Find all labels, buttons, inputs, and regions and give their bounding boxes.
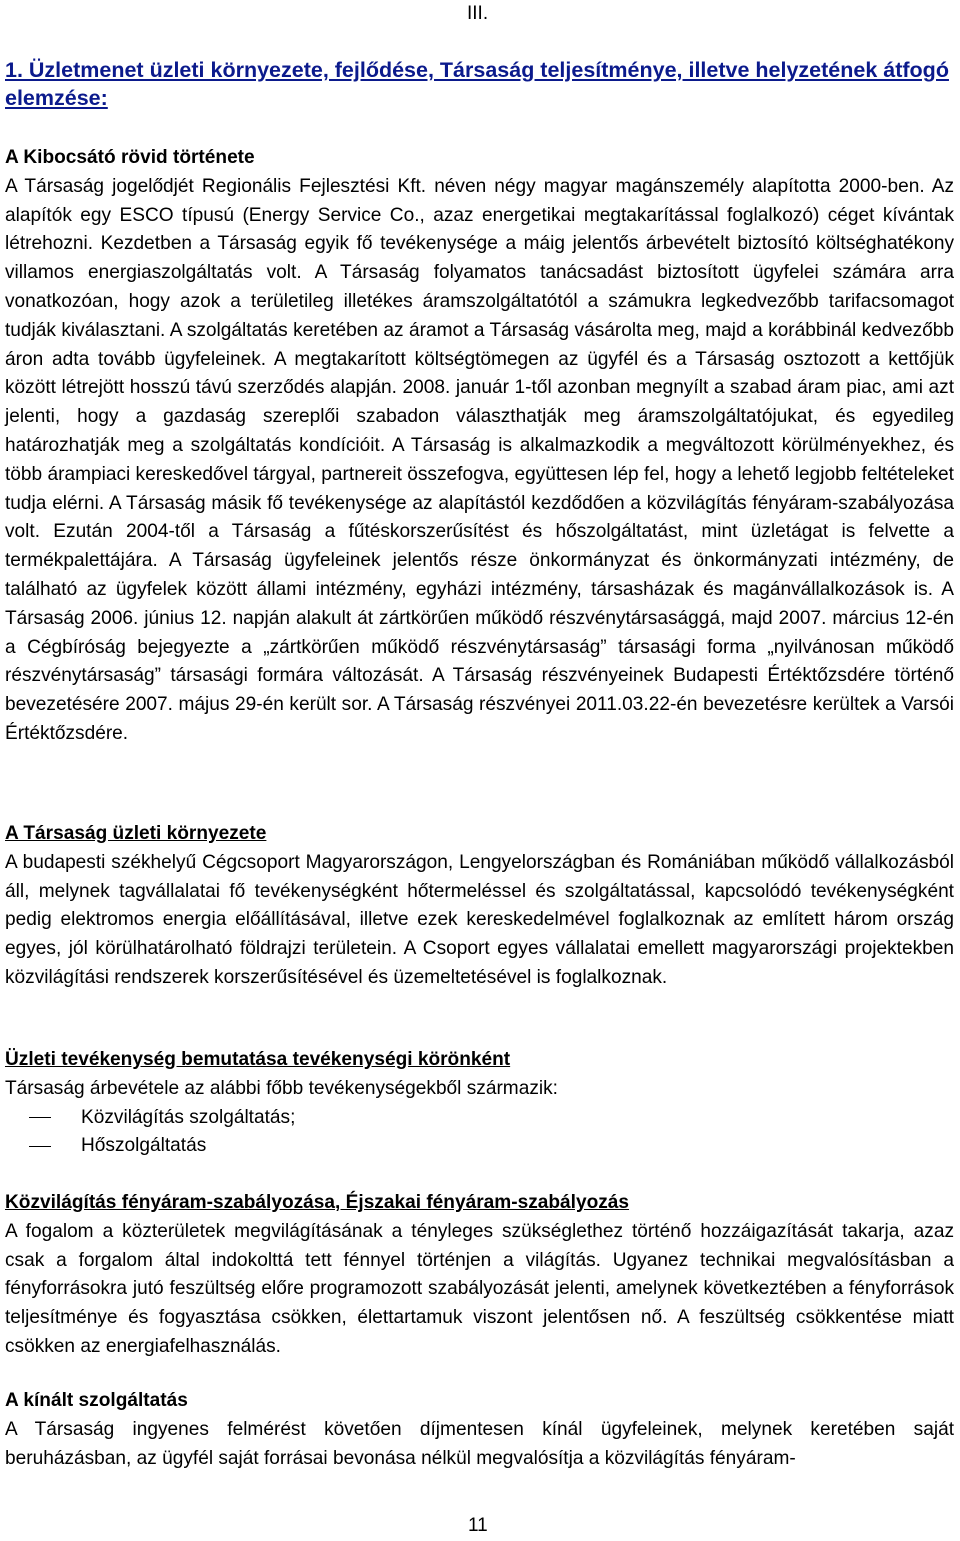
list-item-label: Hőszolgáltatás — [81, 1135, 207, 1157]
business-env-section — [5, 820, 954, 993]
list-item-label: Közvilágítás szolgáltatás; — [81, 1106, 296, 1128]
activities-intro: Társaság árbevétele az alábbi főbb tevékenységekből származik: — [5, 1077, 558, 1099]
list-item — [5, 1104, 954, 1133]
activities-list — [5, 1104, 954, 1162]
main-heading: 1. Üzletmenet üzleti környezete, fejlődése, Társaság teljesítménye, illetve helyzetének átfogó elemzése: — [5, 58, 949, 110]
section-number: III. — [467, 3, 489, 24]
list-item — [5, 1132, 954, 1161]
business-env-heading: A Társaság üzleti környezete — [5, 823, 267, 844]
history-section — [5, 144, 954, 749]
dash-bullet-icon — [29, 1146, 51, 1147]
dash-bullet-icon — [29, 1117, 51, 1118]
page-number: 11 — [468, 1515, 488, 1536]
offered-service-heading: A kínált szolgáltatás — [5, 1390, 188, 1411]
street-lighting-paragraph: A fogalom a közterületek megvilágításának a tényleges szükséglethez történő hozzáigazítását takarja, azaz csak a forgalom által indokolttá tett fénnyel történjen a világítás. Ugyanez technikai megvalósításban a fényforrásokra jutó feszültség előre programozott szabályozását jelenti, amelynek következtében a fényforrások teljesítménye és fogyasztása csökken, élettartamuk viszont jelentősen nő. A feszültség csökkentése miatt csökken az energiafelhasználás. — [5, 1220, 954, 1357]
street-lighting-section — [5, 1189, 954, 1362]
street-lighting-heading: Közvilágítás fényáram-szabályozása, Éjszakai fényáram-szabályozás — [5, 1192, 630, 1213]
offered-service-paragraph: A Társaság ingyenes felmérést követően díjmentesen kínál ügyfeleinek, melynek keretében saját beruházásban, az ügyfél saját forrásai bevonása nélkül megvalósítja a közvilágítás fényáram- — [5, 1418, 954, 1469]
history-paragraph: A Társaság jogelődjét Regionális Fejlesztési Kft. néven négy magyar magánszemély alapította 2000-ben. Az alapítók egy ESCO típusú (Energy Service Co., azaz energetikai megtakarítással foglalkozó) céget kívántak létrehozni. Kezdetben a Társaság egyik fő tevékenysége a máig jelentős árbevételt biztosító költséghatékony villamos energiaszolgáltatás volt. A Társaság folyamatos tanácsadást biztosított ügyfelei számára arra vonatkozóan, hogy azok a területileg illetékes áramszolgáltatótól a számukra legkedvezőbb tarifacsomagot tudják kiválasztani. A szolgáltatás keretében az áramot a Társaság vásárolta meg, majd a korábbinál kedvezőbb áron adta tovább ügyfeleinek. A megtakarított költségtömegen az ügyfél és a Társaság osztozott a kettőjük között létrejött hosszú távú szerződés alapján. 2008. január 1-től azonban megnyílt a szabad áram piac, ami azt jelenti, hogy a gazdaság szereplői szabadon választhatják meg áramszolgáltatójukat, és egyedileg határozhatják meg a szolgáltatás kondícióit. A Társaság is alkalmazkodik a megváltozott körülményekhez, és több árampiaci kereskedővel tárgyal, partnereit összefogva, együttesen lép fel, hogy a lehető legjobb feltételeket tudja elérni. A Társaság másik fő tevékenysége az alapítástól kezdődően a közvilágítás fényáram-szabályozása volt. Ezután 2004-től a Társaság a fűtéskorszerűsítést és hőszolgáltatást, mint üzletágat is felvette a termékpalettájára. A Társaság ügyfeleinek jelentős része önkormányzat és önkormányzati intézmény, de található az ügyfelek között állami intézmény, egyházi intézmény, társasházak és magánvállalkozások is. A Társaság 2006. június 12. napján alakult át zártkörűen működő részvénytársasággá, majd 2007. március 12-én a Cégbíróság bejegyezte a „zártkörűen működő részvénytársaság” társasági forma „nyilvánosan működő részvénytársaság” társasági formára változását. A Társaság részvényeinek Budapesti Értéktőzsdére történő bevezetésére 2007. május 29-én került sor. A Társaság részvényei 2011.03.22-én bevezetésre kerültek a Varsói Értéktőzsdére. — [5, 175, 954, 744]
history-heading: A Kibocsátó rövid története — [5, 147, 255, 168]
business-env-paragraph: A budapesti székhelyű Cégcsoport Magyarországon, Lengyelországban és Romániában működő vállalkozásból áll, melynek tagvállalatai fő tevékenységként hőtermeléssel és szolgáltatással, kapcsolódó tevékenységként pedig elektromos energia előállításával, illetve ezek kereskedelmével foglalkoznak az említett három ország egyes, jól körülhatárolható földrajzi területein. A Csoport egyes vállalatai emellett magyarországi projektekben közvilágítási rendszerek korszerűsítésével és üzemeltetésével is foglalkoznak. — [5, 851, 954, 988]
activities-section — [5, 1046, 954, 1161]
offered-service-section — [5, 1387, 954, 1473]
activities-heading: Üzleti tevékenység bemutatása tevékenységi körönként — [5, 1049, 511, 1070]
